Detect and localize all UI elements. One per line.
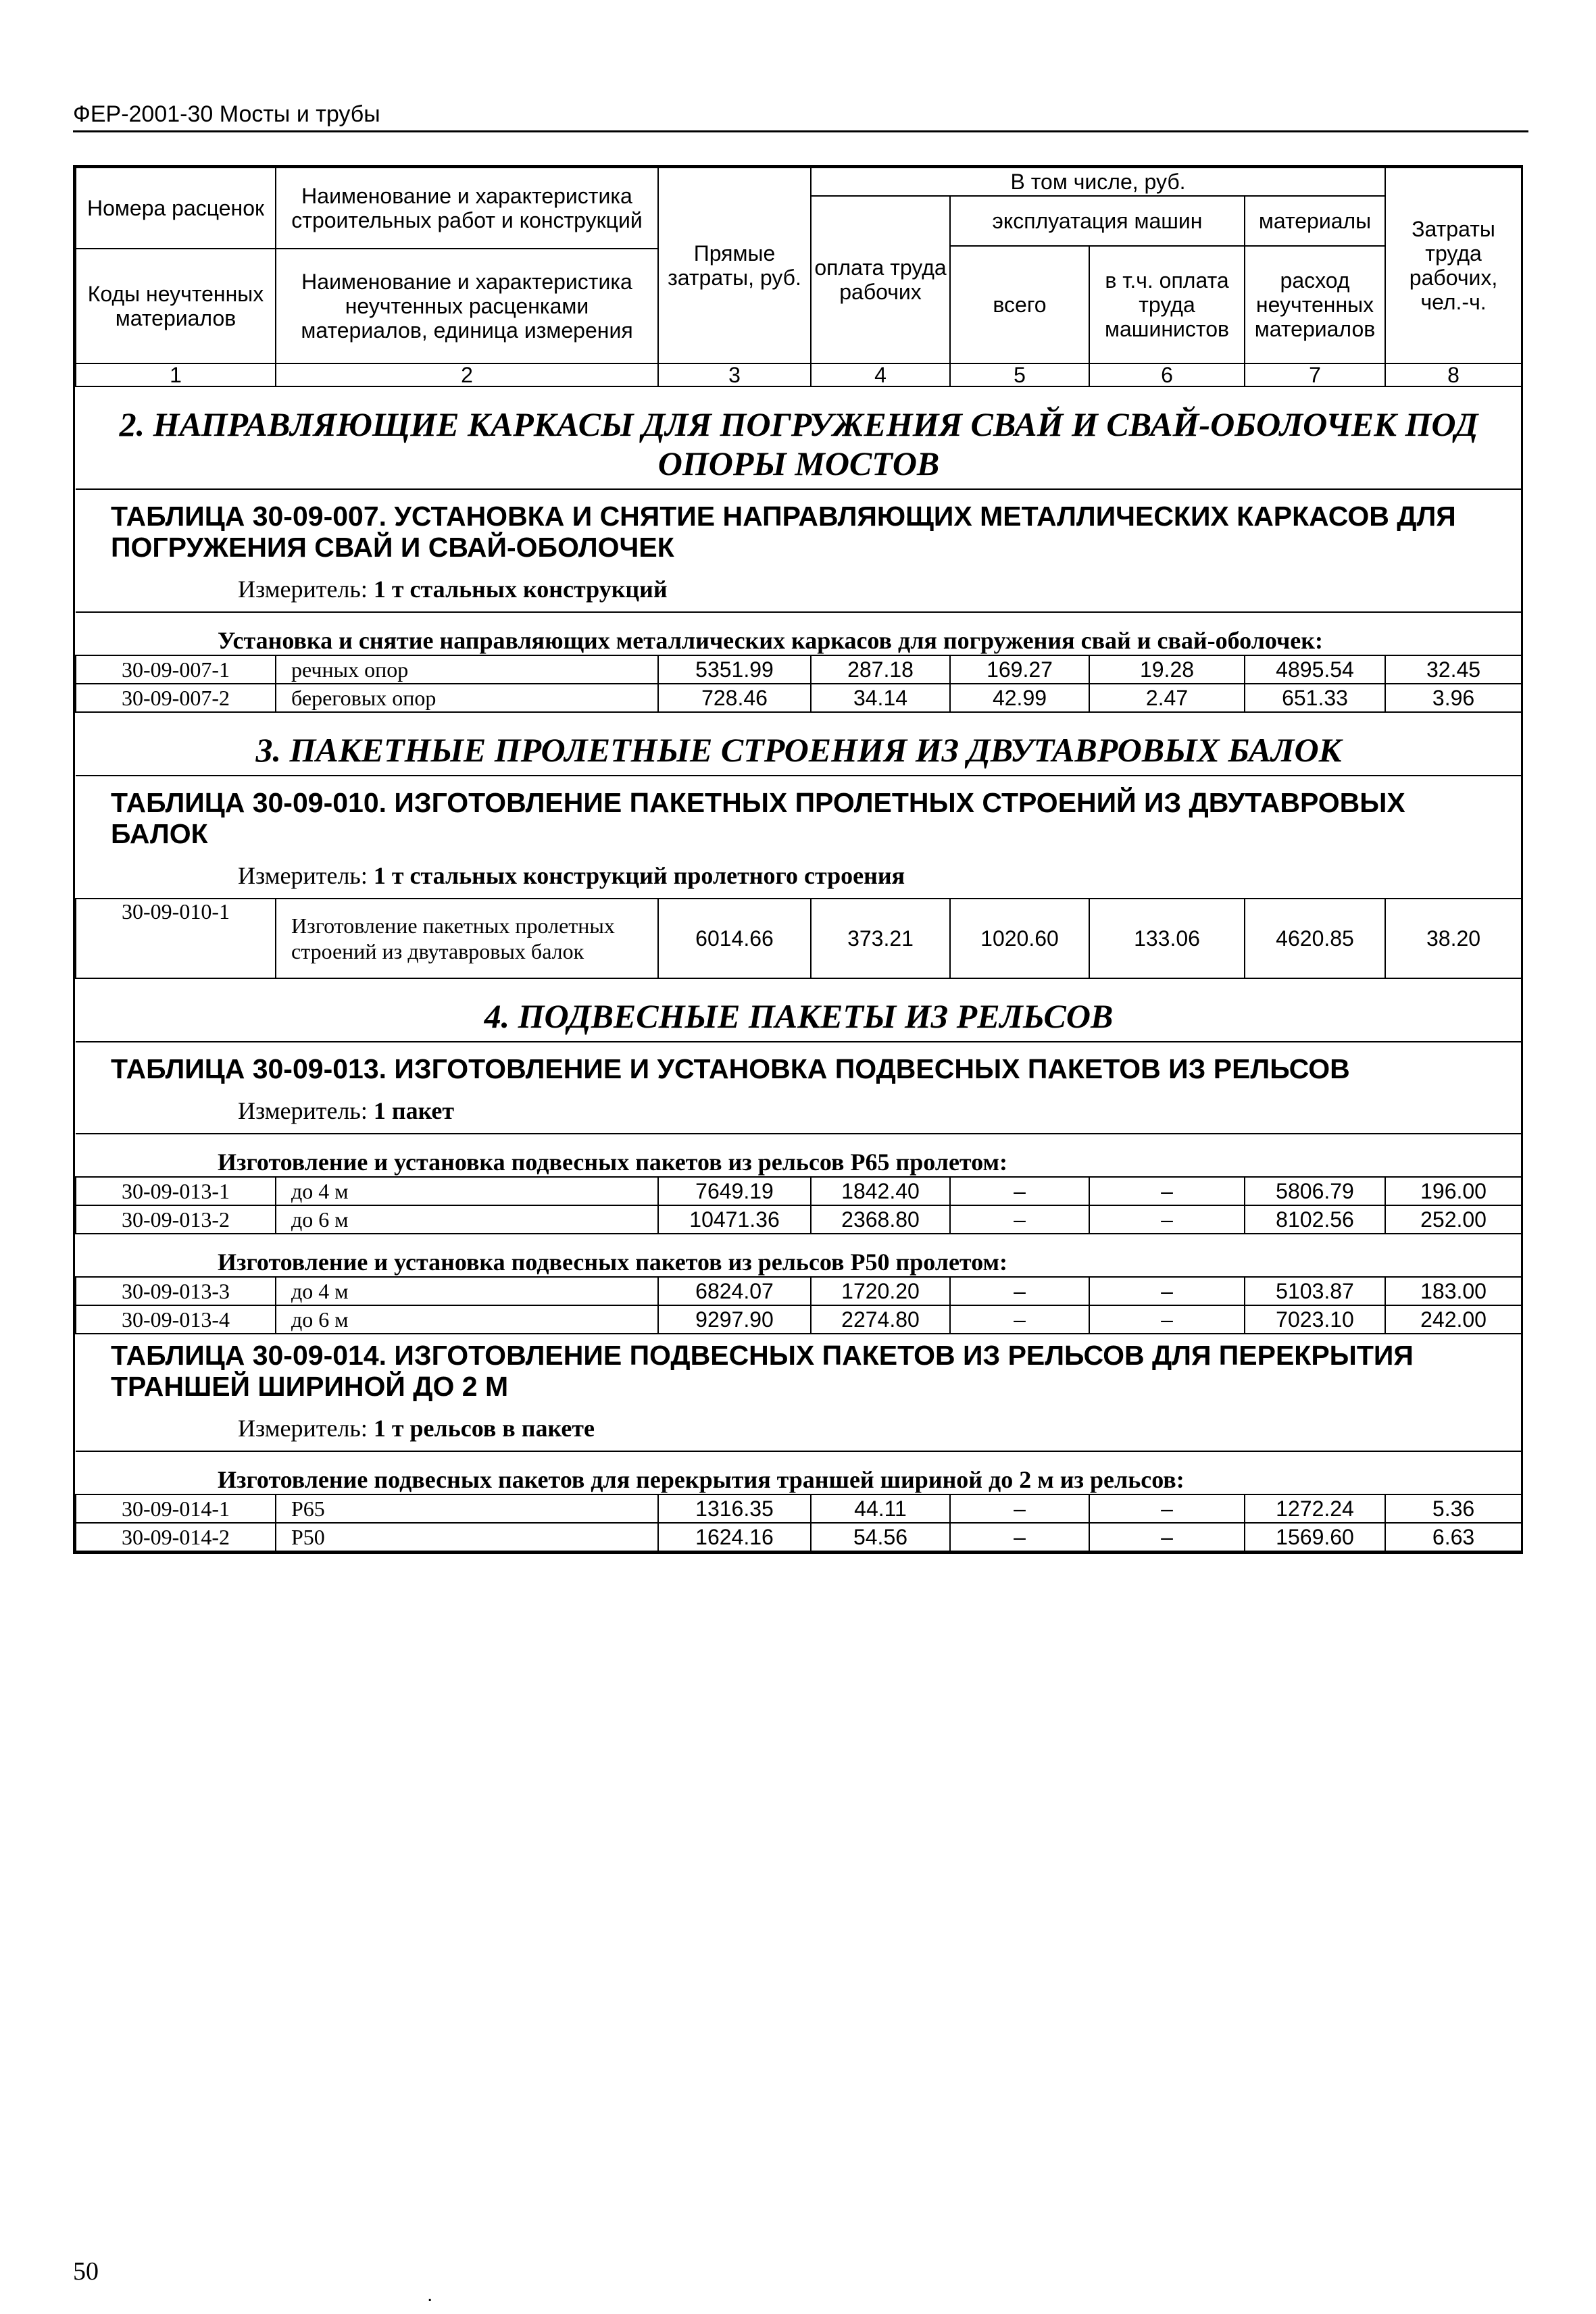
header-machines-total: всего: [950, 246, 1089, 363]
labor-costs: 32.45: [1385, 655, 1522, 684]
table-row: [76, 1494, 1522, 1523]
labor-costs: 242.00: [1385, 1305, 1522, 1334]
group-heading: Изготовление подвесных пакетов для перекрытия траншей шириной до 2 м из рельсов:: [76, 1451, 1522, 1494]
rate-name: Р65: [276, 1494, 658, 1523]
rate-code: 30-09-013-1: [76, 1177, 276, 1205]
table-title: ТАБЛИЦА 30-09-007. УСТАНОВКА И СНЯТИЕ НАПРАВЛЯЮЩИХ МЕТАЛЛИЧЕСКИХ КАРКАСОВ ДЛЯ ПОГРУЖЕНИЯ СВАЙ И СВАЙ-ОБОЛОЧЕК: [111, 501, 1456, 563]
column-number: 8: [1385, 363, 1522, 386]
direct-costs: 5351.99: [658, 655, 811, 684]
header-row-1: [76, 168, 1522, 196]
header-machinist-pay: в т.ч. оплата труда машинистов: [1089, 246, 1245, 363]
machines-total: –: [950, 1494, 1089, 1523]
materials: 7023.10: [1245, 1305, 1385, 1334]
header-including: В том числе, руб.: [811, 168, 1385, 196]
stray-dot: .: [427, 2284, 433, 2306]
worker-pay: 54.56: [811, 1523, 950, 1551]
table-title: ТАБЛИЦА 30-09-013. ИЗГОТОВЛЕНИЕ И УСТАНОВКА ПОДВЕСНЫХ ПАКЕТОВ ИЗ РЕЛЬСОВ: [111, 1053, 1350, 1084]
header-labor-costs: Затраты труда рабочих, чел.-ч.: [1385, 168, 1522, 363]
group-heading: Изготовление и установка подвесных пакетов из рельсов Р50 пролетом:: [76, 1234, 1522, 1277]
rate-name: до 6 м: [276, 1305, 658, 1334]
labor-costs: 38.20: [1385, 899, 1522, 978]
machines-total: –: [950, 1177, 1089, 1205]
column-number: 1: [76, 363, 276, 386]
direct-costs: 6014.66: [658, 899, 811, 978]
machines-total: –: [950, 1277, 1089, 1305]
rate-code: 30-09-010-1: [76, 899, 276, 978]
materials: 8102.56: [1245, 1205, 1385, 1234]
labor-costs: 3.96: [1385, 684, 1522, 712]
column-numbers-row: [76, 363, 1522, 386]
table-row: [76, 1305, 1522, 1334]
direct-costs: 1624.16: [658, 1523, 811, 1551]
header-rate-numbers: Номера расценок: [76, 168, 276, 249]
measure-label: Измеритель:: [238, 1097, 374, 1124]
table-row: [76, 1523, 1522, 1551]
worker-pay: 34.14: [811, 684, 950, 712]
rate-name: Р50: [276, 1523, 658, 1551]
rate-name: Изготовление пакетных пролетных строений из двутавровых балок: [276, 899, 658, 978]
worker-pay: 1720.20: [811, 1277, 950, 1305]
column-number: 2: [276, 363, 658, 386]
rate-name: береговых опор: [276, 684, 658, 712]
group-heading: Изготовление и установка подвесных пакетов из рельсов Р65 пролетом:: [76, 1134, 1522, 1177]
table-row: [76, 1277, 1522, 1305]
group-heading: Установка и снятие направляющих металлических каркасов для погружения свай и свай-оболочек:: [76, 612, 1522, 655]
worker-pay: 287.18: [811, 655, 950, 684]
machines-total: –: [950, 1305, 1089, 1334]
direct-costs: 728.46: [658, 684, 811, 712]
direct-costs: 1316.35: [658, 1494, 811, 1523]
materials: 4895.54: [1245, 655, 1385, 684]
header-direct-costs: Прямые затраты, руб.: [658, 168, 811, 363]
machinist-pay: –: [1089, 1277, 1245, 1305]
measure-label: Измеритель:: [238, 576, 374, 603]
header-work-name: Наименование и характеристика строительных работ и конструкций: [276, 168, 658, 249]
header-materials: материалы: [1245, 196, 1385, 246]
rate-code: 30-09-013-2: [76, 1205, 276, 1234]
column-number: 3: [658, 363, 811, 386]
worker-pay: 1842.40: [811, 1177, 950, 1205]
rate-code: 30-09-014-2: [76, 1523, 276, 1551]
labor-costs: 6.63: [1385, 1523, 1522, 1551]
measure-label: Измеритель:: [238, 1415, 374, 1442]
machinist-pay: –: [1089, 1494, 1245, 1523]
direct-costs: 9297.90: [658, 1305, 811, 1334]
column-number: 4: [811, 363, 950, 386]
header-material-codes: Коды неучтенных материалов: [76, 249, 276, 363]
table-row: [76, 1205, 1522, 1234]
section-title: 2. НАПРАВЛЯЮЩИЕ КАРКАСЫ ДЛЯ ПОГРУЖЕНИЯ СВАЙ И СВАЙ-ОБОЛОЧЕК ПОД ОПОРЫ МОСТОВ: [76, 386, 1522, 489]
materials: 1569.60: [1245, 1523, 1385, 1551]
measure-label: Измеритель:: [238, 862, 374, 889]
machinist-pay: –: [1089, 1205, 1245, 1234]
labor-costs: 252.00: [1385, 1205, 1522, 1234]
rate-name: речных опор: [276, 655, 658, 684]
header-worker-pay: оплата труда рабочих: [811, 196, 950, 363]
materials: 5806.79: [1245, 1177, 1385, 1205]
rate-code: 30-09-013-4: [76, 1305, 276, 1334]
machinist-pay: –: [1089, 1305, 1245, 1334]
column-number: 5: [950, 363, 1089, 386]
rate-name: до 6 м: [276, 1205, 658, 1234]
header-unaccounted-materials: расход неучтенных материалов: [1245, 246, 1385, 363]
table-row: [76, 899, 1522, 978]
table-row: [76, 655, 1522, 684]
measure-unit: [76, 852, 1522, 899]
machinist-pay: 133.06: [1089, 899, 1245, 978]
materials: 5103.87: [1245, 1277, 1385, 1305]
machines-total: 42.99: [950, 684, 1089, 712]
machines-total: 1020.60: [950, 899, 1089, 978]
direct-costs: 10471.36: [658, 1205, 811, 1234]
rates-table: [75, 167, 1522, 1552]
measure-value: 1 пакет: [373, 1097, 455, 1124]
machines-total: –: [950, 1205, 1089, 1234]
column-number: 6: [1089, 363, 1245, 386]
machinist-pay: 2.47: [1089, 684, 1245, 712]
labor-costs: 5.36: [1385, 1494, 1522, 1523]
worker-pay: 44.11: [811, 1494, 950, 1523]
measure-unit: [76, 565, 1522, 612]
machinist-pay: –: [1089, 1523, 1245, 1551]
worker-pay: 2368.80: [811, 1205, 950, 1234]
materials: 4620.85: [1245, 899, 1385, 978]
measure-unit: [76, 1087, 1522, 1134]
worker-pay: 373.21: [811, 899, 950, 978]
measure-value: 1 т стальных конструкций: [373, 576, 668, 603]
table-title: ТАБЛИЦА 30-09-010. ИЗГОТОВЛЕНИЕ ПАКЕТНЫХ ПРОЛЕТНЫХ СТРОЕНИЙ ИЗ ДВУТАВРОВЫХ БАЛОК: [111, 787, 1405, 849]
machines-total: 169.27: [950, 655, 1089, 684]
section-title: 3. ПАКЕТНЫЕ ПРОЛЕТНЫЕ СТРОЕНИЯ ИЗ ДВУТАВРОВЫХ БАЛОК: [76, 712, 1522, 776]
column-number: 7: [1245, 363, 1385, 386]
machines-total: –: [950, 1523, 1089, 1551]
rate-code: 30-09-013-3: [76, 1277, 276, 1305]
page-number: 50: [73, 2257, 99, 2286]
direct-costs: 7649.19: [658, 1177, 811, 1205]
labor-costs: 183.00: [1385, 1277, 1522, 1305]
running-header: ФЕР-2001-30 Мосты и трубы: [73, 101, 1528, 132]
measure-unit: [76, 1405, 1522, 1451]
measure-value: 1 т рельсов в пакете: [373, 1415, 595, 1442]
rate-name: до 4 м: [276, 1177, 658, 1205]
worker-pay: 2274.80: [811, 1305, 950, 1334]
section-title: 4. ПОДВЕСНЫЕ ПАКЕТЫ ИЗ РЕЛЬСОВ: [76, 978, 1522, 1042]
materials: 1272.24: [1245, 1494, 1385, 1523]
machinist-pay: 19.28: [1089, 655, 1245, 684]
table-title: ТАБЛИЦА 30-09-014. ИЗГОТОВЛЕНИЕ ПОДВЕСНЫХ ПАКЕТОВ ИЗ РЕЛЬСОВ ДЛЯ ПЕРЕКРЫТИЯ ТРАНШЕЙ ШИРИНОЙ ДО 2 М: [111, 1340, 1414, 1402]
rates-document: [73, 165, 1523, 1554]
measure-value: 1 т стальных конструкций пролетного строения: [373, 862, 905, 889]
rate-name: до 4 м: [276, 1277, 658, 1305]
materials: 651.33: [1245, 684, 1385, 712]
table-row: [76, 684, 1522, 712]
labor-costs: 196.00: [1385, 1177, 1522, 1205]
rate-code: 30-09-007-2: [76, 684, 276, 712]
machinist-pay: –: [1089, 1177, 1245, 1205]
header-machines: эксплуатация машин: [950, 196, 1245, 246]
table-row: [76, 1177, 1522, 1205]
rate-code: 30-09-007-1: [76, 655, 276, 684]
direct-costs: 6824.07: [658, 1277, 811, 1305]
header-material-name: Наименование и характеристика неучтенных расценками материалов, единица измерения: [276, 249, 658, 363]
rate-code: 30-09-014-1: [76, 1494, 276, 1523]
